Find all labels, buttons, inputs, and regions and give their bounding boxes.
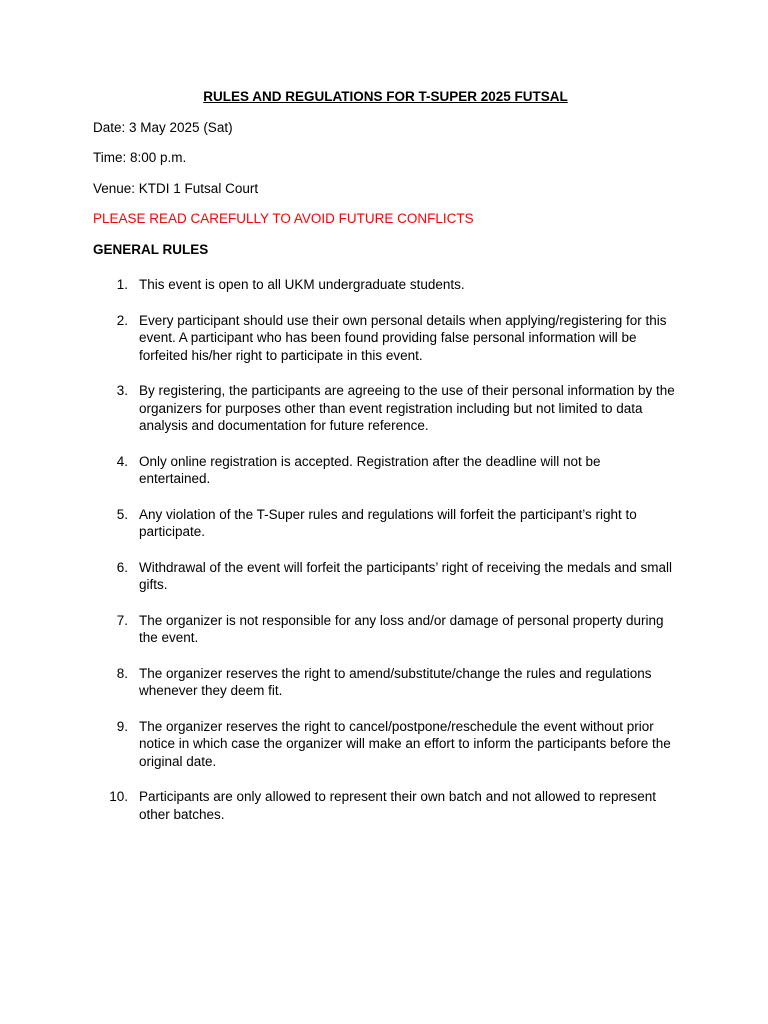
rule-text: Only online registration is accepted. Registration after the deadline will not be entertained. [139, 453, 601, 486]
event-date: Date: 3 May 2025 (Sat) [93, 119, 233, 135]
rule-item [93, 612, 675, 647]
warning-notice: PLEASE READ CAREFULLY TO AVOID FUTURE CONFLICTS [93, 211, 474, 226]
rule-number: 4. [116, 453, 128, 469]
rule-item [93, 665, 675, 700]
rule-text: By registering, the participants are agreeing to the use of their personal information by the organizers for purposes other than event registration including but not limited to data analysis and documentation for future reference. [139, 383, 675, 433]
general-rules-list [93, 276, 675, 823]
rule-number: 2. [116, 312, 128, 328]
rule-item [93, 382, 675, 435]
rule-text: The organizer is not responsible for any loss and/or damage of personal property during the event. [139, 612, 664, 645]
rule-text: Participants are only allowed to represent their own batch and not allowed to represent other batches. [139, 789, 657, 822]
rule-item [93, 788, 675, 823]
rule-text: The organizer reserves the right to cancel/postpone/reschedule the event without prior notice in which case the organizer will make an effort to inform the participants before the original date. [139, 718, 671, 769]
document-title: RULES AND REGULATIONS FOR T-SUPER 2025 FUTSAL [203, 89, 568, 104]
rule-item [93, 718, 675, 771]
rule-text: The organizer reserves the right to amend/substitute/change the rules and regulations whenever they deem fit. [139, 665, 652, 698]
section-heading-general-rules: GENERAL RULES [93, 241, 209, 257]
rule-item [93, 312, 675, 365]
rule-number: 9. [116, 718, 128, 734]
rule-item [93, 453, 675, 488]
rule-number: 8. [116, 665, 128, 681]
rule-text: Withdrawal of the event will forfeit the participants’ right of receiving the medals and small gifts. [139, 559, 672, 592]
rule-item [93, 559, 675, 594]
rule-number: 3. [116, 383, 128, 398]
rule-text: Any violation of the T-Super rules and regulations will forfeit the participant’s right to participate. [139, 506, 637, 539]
rule-text: This event is open to all UKM undergraduate students. [139, 277, 465, 292]
rule-text: Every participant should use their own personal details when applying/registering for this event. A participant who has been found providing false personal information will be forfeited his/her right to participate in this event. [139, 312, 667, 363]
rule-number: 6. [116, 559, 128, 575]
rule-number: 10. [109, 789, 128, 804]
rule-item [93, 276, 675, 294]
event-venue: Venue: KTDI 1 Futsal Court [93, 180, 259, 196]
rule-item [93, 506, 675, 541]
rule-number: 7. [116, 612, 128, 628]
event-time: Time: 8:00 p.m. [93, 150, 187, 165]
rule-number: 5. [116, 506, 128, 522]
rule-number: 1. [116, 277, 128, 292]
